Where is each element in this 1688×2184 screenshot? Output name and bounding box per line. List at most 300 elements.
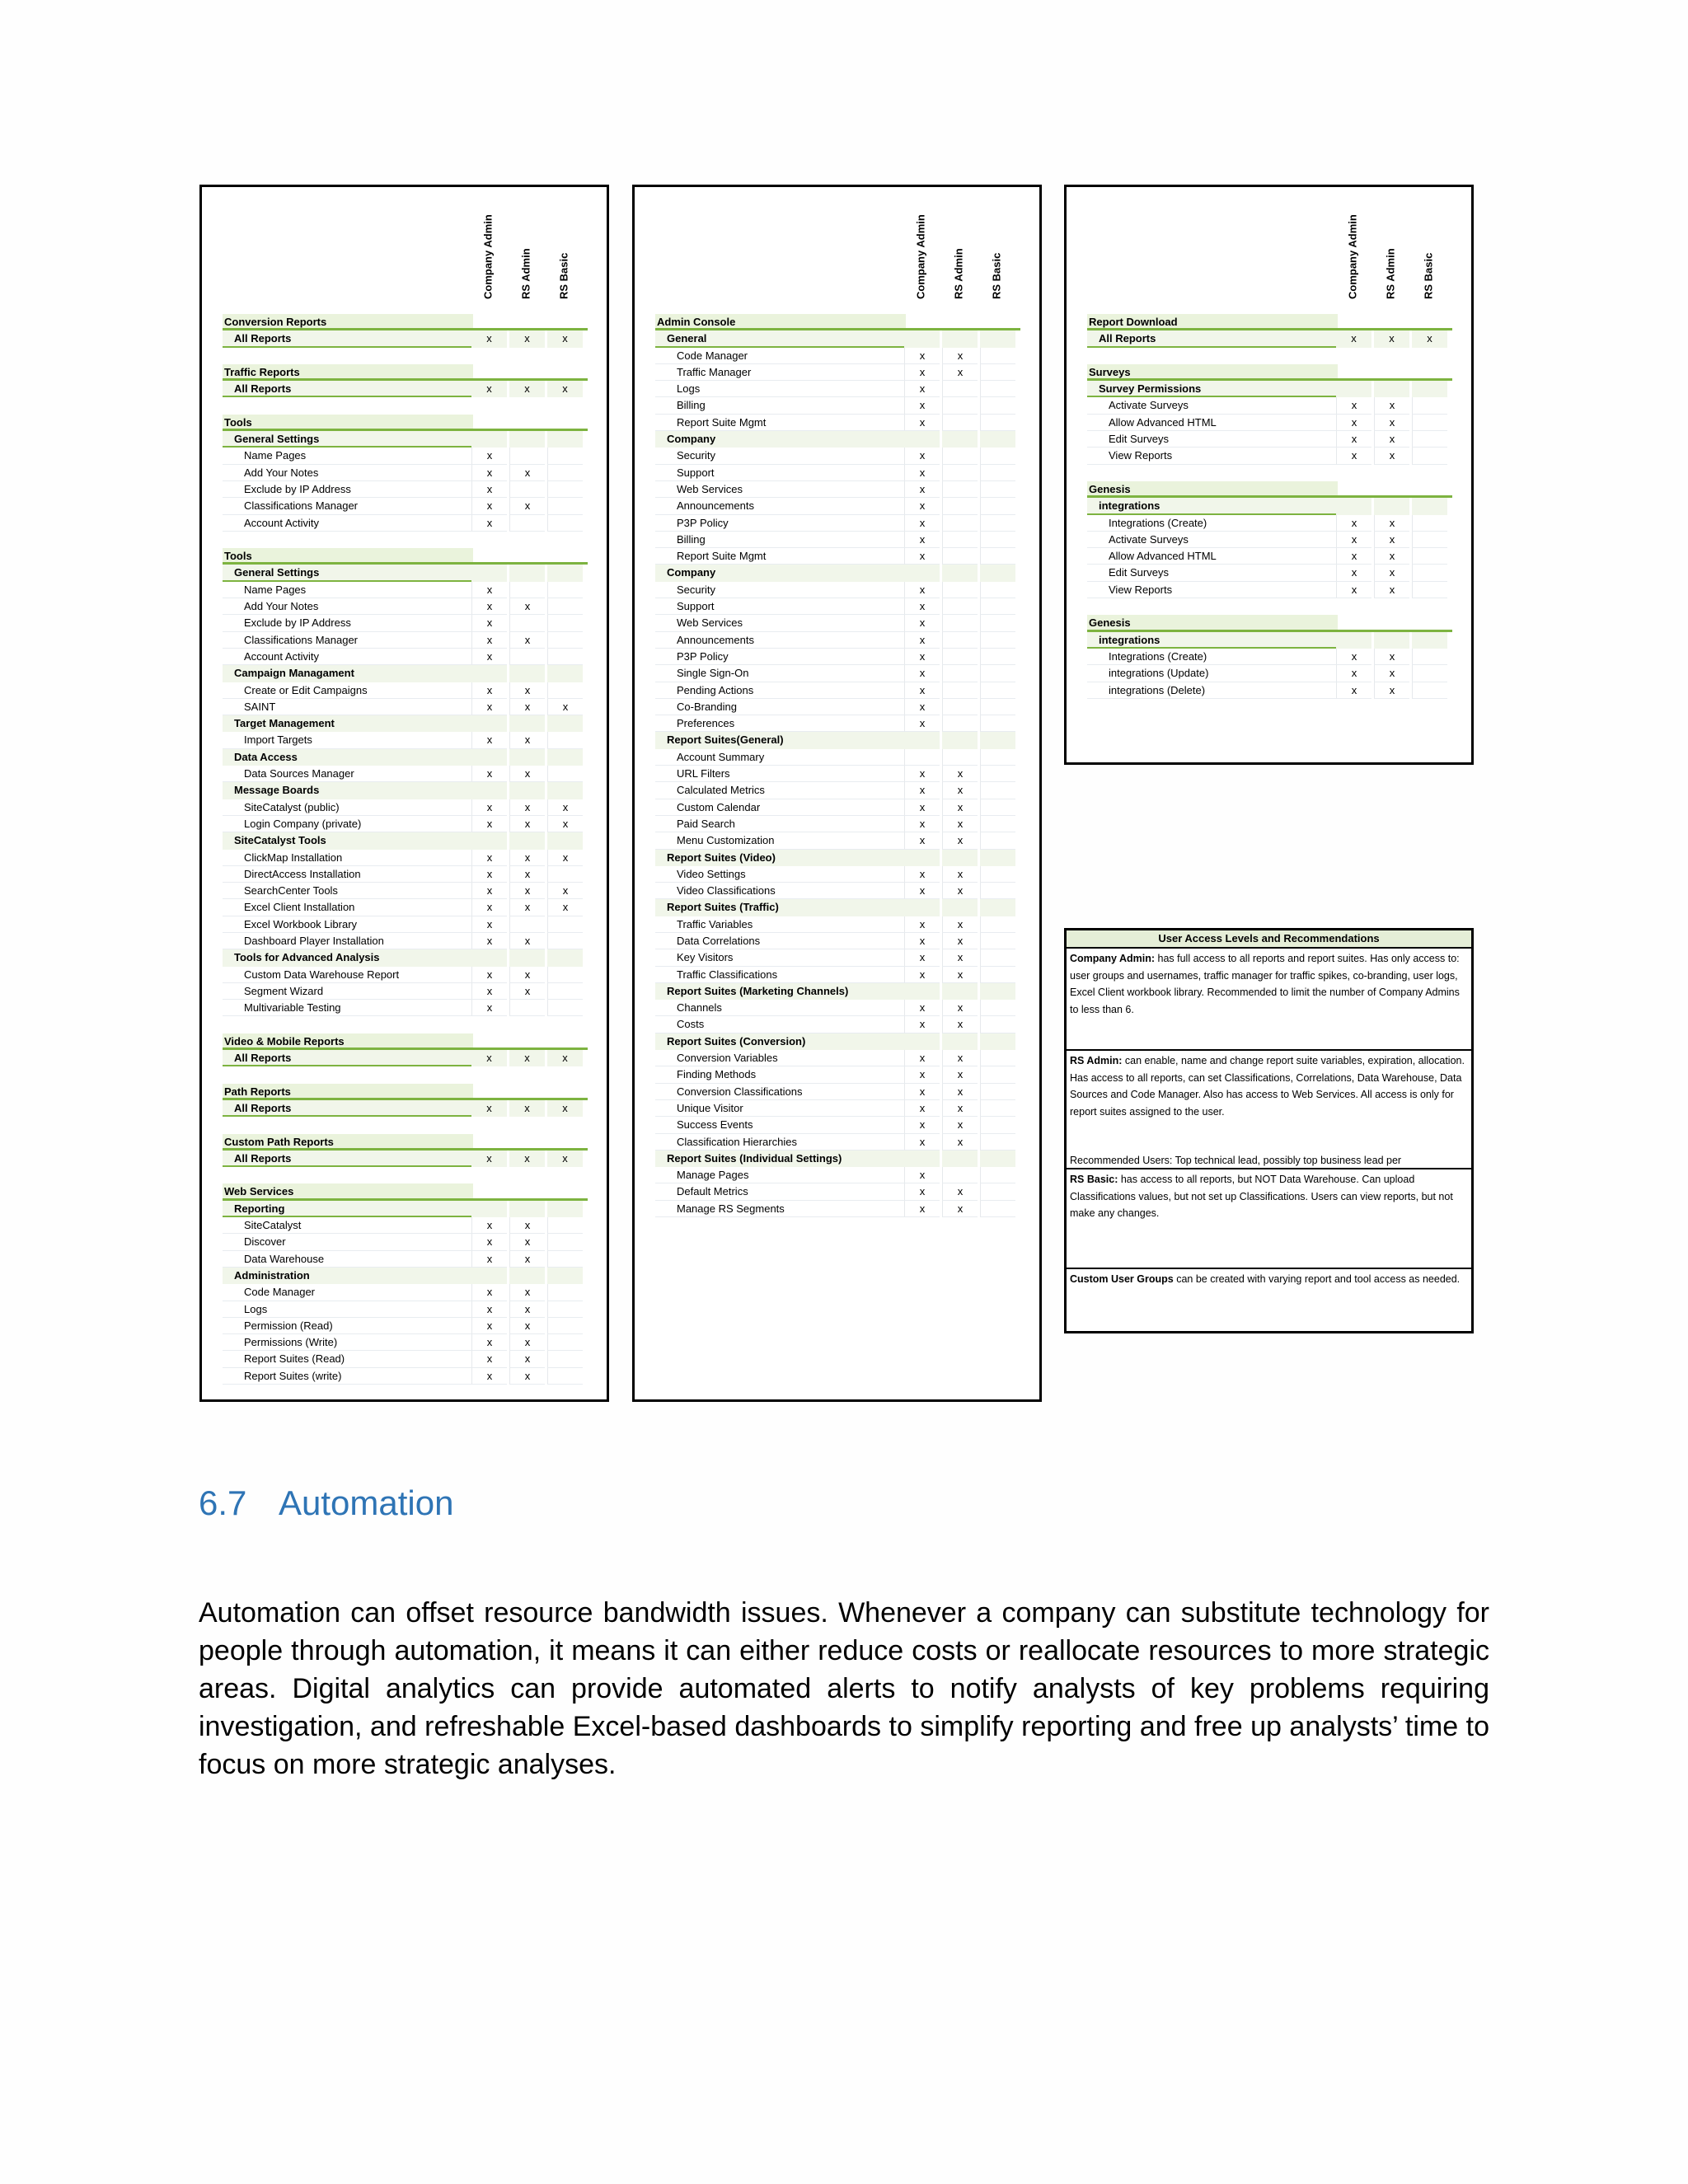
access-mark-company-admin: x [1336,649,1372,665]
permissions-panel-3 [1064,185,1474,765]
subsection-row [223,431,588,448]
access-mark-rs-admin [942,899,978,916]
access-mark-rs-admin [509,649,545,665]
access-mark-company-admin: x [471,498,507,514]
row-label: All Reports [223,381,483,397]
access-mark-rs-basic [1412,682,1447,699]
subsection-row [1087,381,1452,397]
row-label: Exclude by IP Address [223,481,493,498]
access-mark-rs-admin [942,615,978,631]
table-row [655,1084,1020,1100]
column-headers [1087,207,1452,314]
access-mark-rs-basic [980,1167,1015,1183]
row-label: Genesis [1087,615,1338,629]
access-mark-rs-admin [942,732,978,748]
table-row [223,1351,588,1367]
section-row [1087,314,1452,330]
access-mark-rs-admin: x [1374,431,1409,448]
table-row [655,532,1020,548]
access-mark-rs-admin [509,1000,545,1016]
table-row [1087,397,1452,414]
access-mark-rs-basic [980,665,1015,682]
access-mark-rs-admin [942,431,978,448]
table-row [655,632,1020,649]
access-mark-rs-basic [980,916,1015,933]
access-mark-company-admin: x [471,850,507,866]
row-label: Support [655,598,926,615]
row-label: Web Services [655,481,926,498]
row-label: View Reports [1087,582,1357,598]
row-label: All Reports [223,1151,483,1167]
row-label: Reporting [223,1201,483,1217]
access-mark-company-admin: x [904,949,940,966]
access-mark-rs-basic [1412,448,1447,464]
access-mark-rs-admin [1374,381,1409,397]
subsection-row [223,565,588,581]
row-label: Excel Client Installation [223,899,493,916]
table-row [223,799,588,816]
table-row [223,448,588,464]
access-mark-company-admin: x [1336,548,1372,565]
row-label: Billing [655,397,926,414]
access-mark-company-admin [904,565,940,581]
row-label: P3P Policy [655,649,926,665]
access-mark-company-admin: x [1336,415,1372,431]
access-mark-rs-admin: x [509,983,545,1000]
access-mark-company-admin: x [904,481,940,498]
row-label: Billing [655,532,926,548]
table-row [655,1100,1020,1117]
access-mark-rs-basic: x [547,899,583,916]
row-label: Traffic Reports [223,364,473,378]
access-mark-rs-admin [509,448,545,464]
section-row [223,1033,588,1050]
access-mark-company-admin: x [471,1284,507,1301]
row-label: Activate Surveys [1087,532,1357,548]
table-row [223,615,588,631]
access-mark-company-admin: x [471,598,507,615]
row-label: Announcements [655,498,926,514]
subsection-row [223,782,588,799]
access-mark-rs-basic [1412,582,1447,598]
access-mark-rs-basic: x [547,1050,583,1066]
access-mark-rs-basic [547,715,583,732]
access-mark-rs-admin: x [942,1016,978,1033]
company-admin-block [1067,949,1471,1051]
access-mark-rs-admin [509,1201,545,1217]
access-mark-rs-basic [980,381,1015,397]
access-mark-rs-admin [942,381,978,397]
row-label: SAINT [223,699,493,715]
table-row [223,899,588,916]
access-mark-rs-admin [942,481,978,498]
access-mark-rs-basic [547,481,583,498]
section-title: Automation [279,1483,454,1522]
row-label: All Reports [223,330,483,347]
row-label: Account Summary [655,749,926,766]
access-mark-rs-basic [1412,397,1447,414]
row-label: Name Pages [223,582,493,598]
subsection-row [223,749,588,766]
access-mark-rs-admin: x [942,866,978,883]
row-label: General Settings [223,431,483,448]
section-paragraph: Automation can offset resource bandwidth issues. Whenever a company can substitute technology for people through automation, it means it can either reduce costs or reallocate resources to more strategic areas. Digital analytics can provide automated alerts to notify analysts of key problems requiring investigation, and refreshable Excel-based dashboards to simplify reporting and free up analysts’ time to focus on more strategic analyses. [199,1597,1489,1780]
section-row [223,415,588,431]
row-label: Classifications Manager [223,498,493,514]
access-mark-rs-admin: x [942,916,978,933]
table-row [655,1050,1020,1066]
row-label: Multivariable Testing [223,1000,493,1016]
access-mark-company-admin: x [904,582,940,598]
row-label: Permissions (Write) [223,1334,493,1351]
access-mark-company-admin [471,431,507,448]
table-row [1087,665,1452,682]
access-mark-company-admin: x [1336,448,1372,464]
table-row [655,949,1020,966]
access-mark-rs-admin: x [509,732,545,748]
subsection-row [223,381,588,397]
access-mark-rs-admin [509,615,545,631]
access-mark-rs-basic [547,1251,583,1268]
access-mark-rs-basic [547,448,583,464]
access-mark-rs-admin: x [509,1318,545,1334]
access-mark-rs-admin: x [1374,397,1409,414]
access-mark-rs-basic [980,682,1015,699]
access-mark-company-admin: x [471,1301,507,1318]
access-mark-company-admin [904,983,940,1000]
access-mark-company-admin: x [904,1084,940,1100]
table-row [223,465,588,481]
access-mark-rs-admin: x [509,1217,545,1234]
access-mark-company-admin [904,899,940,916]
row-label: Data Warehouse [223,1251,493,1268]
access-mark-company-admin: x [471,582,507,598]
access-mark-rs-basic [980,1134,1015,1151]
access-mark-rs-basic [980,782,1015,799]
table-row [223,816,588,832]
access-mark-company-admin [471,749,507,766]
table-row [655,598,1020,615]
table-row [1087,415,1452,431]
access-mark-rs-basic [547,665,583,682]
subsection-row [1087,498,1452,514]
spacer [223,397,588,414]
access-mark-company-admin: x [471,1334,507,1351]
access-mark-rs-basic [980,749,1015,766]
spacer [223,532,588,548]
access-mark-company-admin: x [471,933,507,949]
row-label: Tools [223,415,473,429]
access-mark-rs-basic [547,1000,583,1016]
access-mark-rs-basic [547,632,583,649]
row-label: Activate Surveys [1087,397,1357,414]
row-label: Dashboard Player Installation [223,933,493,949]
row-label: SiteCatalyst [223,1217,493,1234]
access-mark-rs-admin: x [509,465,545,481]
section-row [223,364,588,381]
access-mark-company-admin: x [904,1016,940,1033]
access-mark-rs-basic [980,866,1015,883]
access-mark-company-admin: x [1336,665,1372,682]
table-row [655,582,1020,598]
access-mark-rs-admin: x [509,1251,545,1268]
access-mark-company-admin: x [904,967,940,983]
spacer [1087,348,1452,364]
row-label: Data Access [223,749,483,766]
row-label: Report Suites(General) [655,732,916,748]
access-mark-rs-basic [980,431,1015,448]
row-label: Success Events [655,1117,926,1133]
access-mark-rs-basic [980,967,1015,983]
subsection-row [655,565,1020,581]
table-row [223,699,588,715]
row-label: Message Boards [223,782,483,799]
access-mark-rs-basic [547,1351,583,1367]
access-mark-company-admin: x [904,682,940,699]
access-mark-rs-basic: x [1412,330,1447,347]
access-mark-rs-basic [980,649,1015,665]
row-label: SearchCenter Tools [223,883,493,899]
access-mark-rs-basic [547,565,583,581]
rs-admin-block [1067,1051,1471,1153]
access-mark-rs-admin [942,699,978,715]
access-mark-company-admin: x [471,1318,507,1334]
access-mark-rs-admin [942,415,978,431]
access-mark-rs-basic [980,615,1015,631]
row-label: integrations [1087,632,1348,649]
access-mark-rs-basic [1412,381,1447,397]
row-label: Create or Edit Campaigns [223,682,493,699]
access-mark-rs-admin [942,397,978,414]
table-row [223,732,588,748]
access-mark-company-admin: x [471,732,507,748]
row-label: Manage RS Segments [655,1201,926,1217]
access-mark-rs-basic [980,949,1015,966]
user-access-box [1064,928,1474,1333]
row-label: Path Reports [223,1084,473,1098]
access-mark-rs-basic [980,1201,1015,1217]
access-mark-rs-admin [942,548,978,565]
row-label: General [655,330,916,347]
access-mark-company-admin: x [904,448,940,464]
subsection-row [655,330,1020,347]
access-mark-company-admin: x [471,649,507,665]
access-mark-rs-admin [942,983,978,1000]
access-mark-rs-admin [509,749,545,766]
access-mark-company-admin: x [471,682,507,699]
row-label: Traffic Variables [655,916,926,933]
row-label: URL Filters [655,766,926,782]
subsection-row [223,1268,588,1284]
row-label: Import Targets [223,732,493,748]
row-label: Report Suites (Conversion) [655,1033,916,1050]
access-mark-rs-basic [1412,515,1447,532]
access-mark-rs-admin [509,782,545,799]
access-mark-rs-basic: x [547,799,583,816]
subsection-row [223,1201,588,1217]
table-row [223,1000,588,1016]
access-mark-company-admin: x [904,1201,940,1217]
access-mark-rs-admin: x [942,949,978,966]
row-label: All Reports [1087,330,1348,347]
row-label: Traffic Classifications [655,967,926,983]
access-mark-company-admin: x [471,515,507,532]
access-mark-rs-admin: x [942,1134,978,1151]
access-mark-company-admin: x [471,983,507,1000]
access-mark-rs-admin: x [509,381,545,397]
access-mark-rs-admin: x [509,883,545,899]
access-mark-rs-admin: x [942,1201,978,1217]
table-row [223,1234,588,1250]
table-row [655,1134,1020,1151]
row-label: All Reports [223,1050,483,1066]
permissions-panel-1 [199,185,609,1402]
access-mark-rs-admin [942,598,978,615]
access-mark-rs-basic [980,465,1015,481]
table-row [655,1183,1020,1200]
row-label: Survey Permissions [1087,381,1348,397]
row-label: Conversion Reports [223,314,473,328]
table-row [223,1217,588,1234]
access-mark-rs-basic: x [547,816,583,832]
access-mark-rs-basic [547,866,583,883]
table-row [1087,448,1452,464]
access-mark-company-admin: x [904,1066,940,1083]
access-mark-rs-basic [980,481,1015,498]
access-mark-rs-basic [980,348,1015,364]
table-row [655,649,1020,665]
access-mark-company-admin: x [1336,565,1372,581]
table-row [655,916,1020,933]
table-row [655,381,1020,397]
access-mark-rs-admin: x [1374,515,1409,532]
row-label: Security [655,448,926,464]
row-label: Admin Console [655,314,906,328]
access-mark-rs-basic [980,598,1015,615]
access-mark-company-admin: x [471,883,507,899]
access-mark-rs-basic [980,766,1015,782]
table-row [223,866,588,883]
table-row [655,498,1020,514]
access-mark-rs-admin: x [1374,548,1409,565]
access-mark-company-admin: x [904,598,940,615]
access-mark-company-admin [471,782,507,799]
access-mark-company-admin: x [471,632,507,649]
access-mark-company-admin: x [904,649,940,665]
access-mark-company-admin: x [904,381,940,397]
access-mark-rs-basic [547,1234,583,1250]
access-mark-rs-basic [547,832,583,849]
row-label: Report Suites (write) [223,1368,493,1385]
access-mark-rs-admin: x [509,1050,545,1066]
access-mark-rs-basic [547,1284,583,1301]
table-row [223,481,588,498]
table-row [223,1334,588,1351]
row-label: Company [655,565,916,581]
row-label: Default Metrics [655,1183,926,1200]
access-mark-rs-basic [1412,498,1447,514]
access-mark-rs-admin [942,330,978,347]
table-row [655,348,1020,364]
access-mark-company-admin: x [471,1100,507,1117]
row-label: Campaign Managament [223,665,483,682]
access-mark-rs-admin [942,532,978,548]
table-row [223,515,588,532]
access-mark-rs-basic [547,1334,583,1351]
spacer [1087,598,1452,615]
section-row [223,1183,588,1200]
subsection-row [1087,330,1452,347]
access-mark-rs-admin: x [1374,582,1409,598]
access-mark-rs-admin: x [509,816,545,832]
company-admin-text: has full access to all reports and report suites. Has only access to: user groups and usernames, traffic manager for traffic spikes, co-branding, user logs, Excel Client workbook library. Recommended to limit the number of Company Admins to less than 6. [1070,953,1460,1015]
row-label: Pending Actions [655,682,926,699]
table-row [223,1284,588,1301]
access-mark-rs-basic [980,983,1015,1000]
access-mark-company-admin [471,1268,507,1284]
access-mark-rs-basic [980,582,1015,598]
access-mark-rs-basic [980,498,1015,514]
access-mark-rs-basic [980,850,1015,866]
access-mark-company-admin: x [904,715,940,732]
row-label: Report Download [1087,314,1338,328]
row-label: integrations (Delete) [1087,682,1357,699]
row-label: Integrations (Create) [1087,649,1357,665]
access-mark-rs-basic [980,448,1015,464]
access-mark-company-admin: x [471,1050,507,1066]
access-mark-rs-admin: x [509,799,545,816]
row-label: Genesis [1087,481,1338,495]
access-mark-company-admin [1336,381,1372,397]
access-mark-rs-basic [980,415,1015,431]
access-mark-rs-admin: x [509,933,545,949]
table-row [655,448,1020,464]
row-label: Support [655,465,926,481]
table-row [223,632,588,649]
access-mark-rs-admin: x [509,899,545,916]
access-mark-rs-basic [980,899,1015,916]
access-mark-company-admin: x [471,699,507,715]
row-label: All Reports [223,1100,483,1117]
row-label: Segment Wizard [223,983,493,1000]
table-row [655,799,1020,816]
access-mark-company-admin: x [904,832,940,849]
access-mark-rs-admin: x [1374,415,1409,431]
row-label: Web Services [223,1183,473,1197]
subsection-row [655,1033,1020,1050]
access-mark-company-admin [904,749,940,766]
access-mark-rs-basic [980,732,1015,748]
row-label: Report Suites (Traffic) [655,899,916,916]
table-row [655,1000,1020,1016]
access-mark-rs-basic: x [547,850,583,866]
subsection-row [655,899,1020,916]
table-row [655,699,1020,715]
access-mark-rs-basic [1412,532,1447,548]
access-mark-company-admin: x [1336,532,1372,548]
access-mark-company-admin [904,1151,940,1167]
table-row [1087,515,1452,532]
row-label: Calculated Metrics [655,782,926,799]
spacer [223,1016,588,1033]
access-mark-rs-admin: x [942,967,978,983]
table-row [655,665,1020,682]
access-mark-rs-admin [1374,498,1409,514]
row-label: Video Classifications [655,883,926,899]
access-mark-company-admin: x [904,364,940,381]
access-mark-company-admin: x [1336,431,1372,448]
access-mark-rs-admin: x [1374,532,1409,548]
